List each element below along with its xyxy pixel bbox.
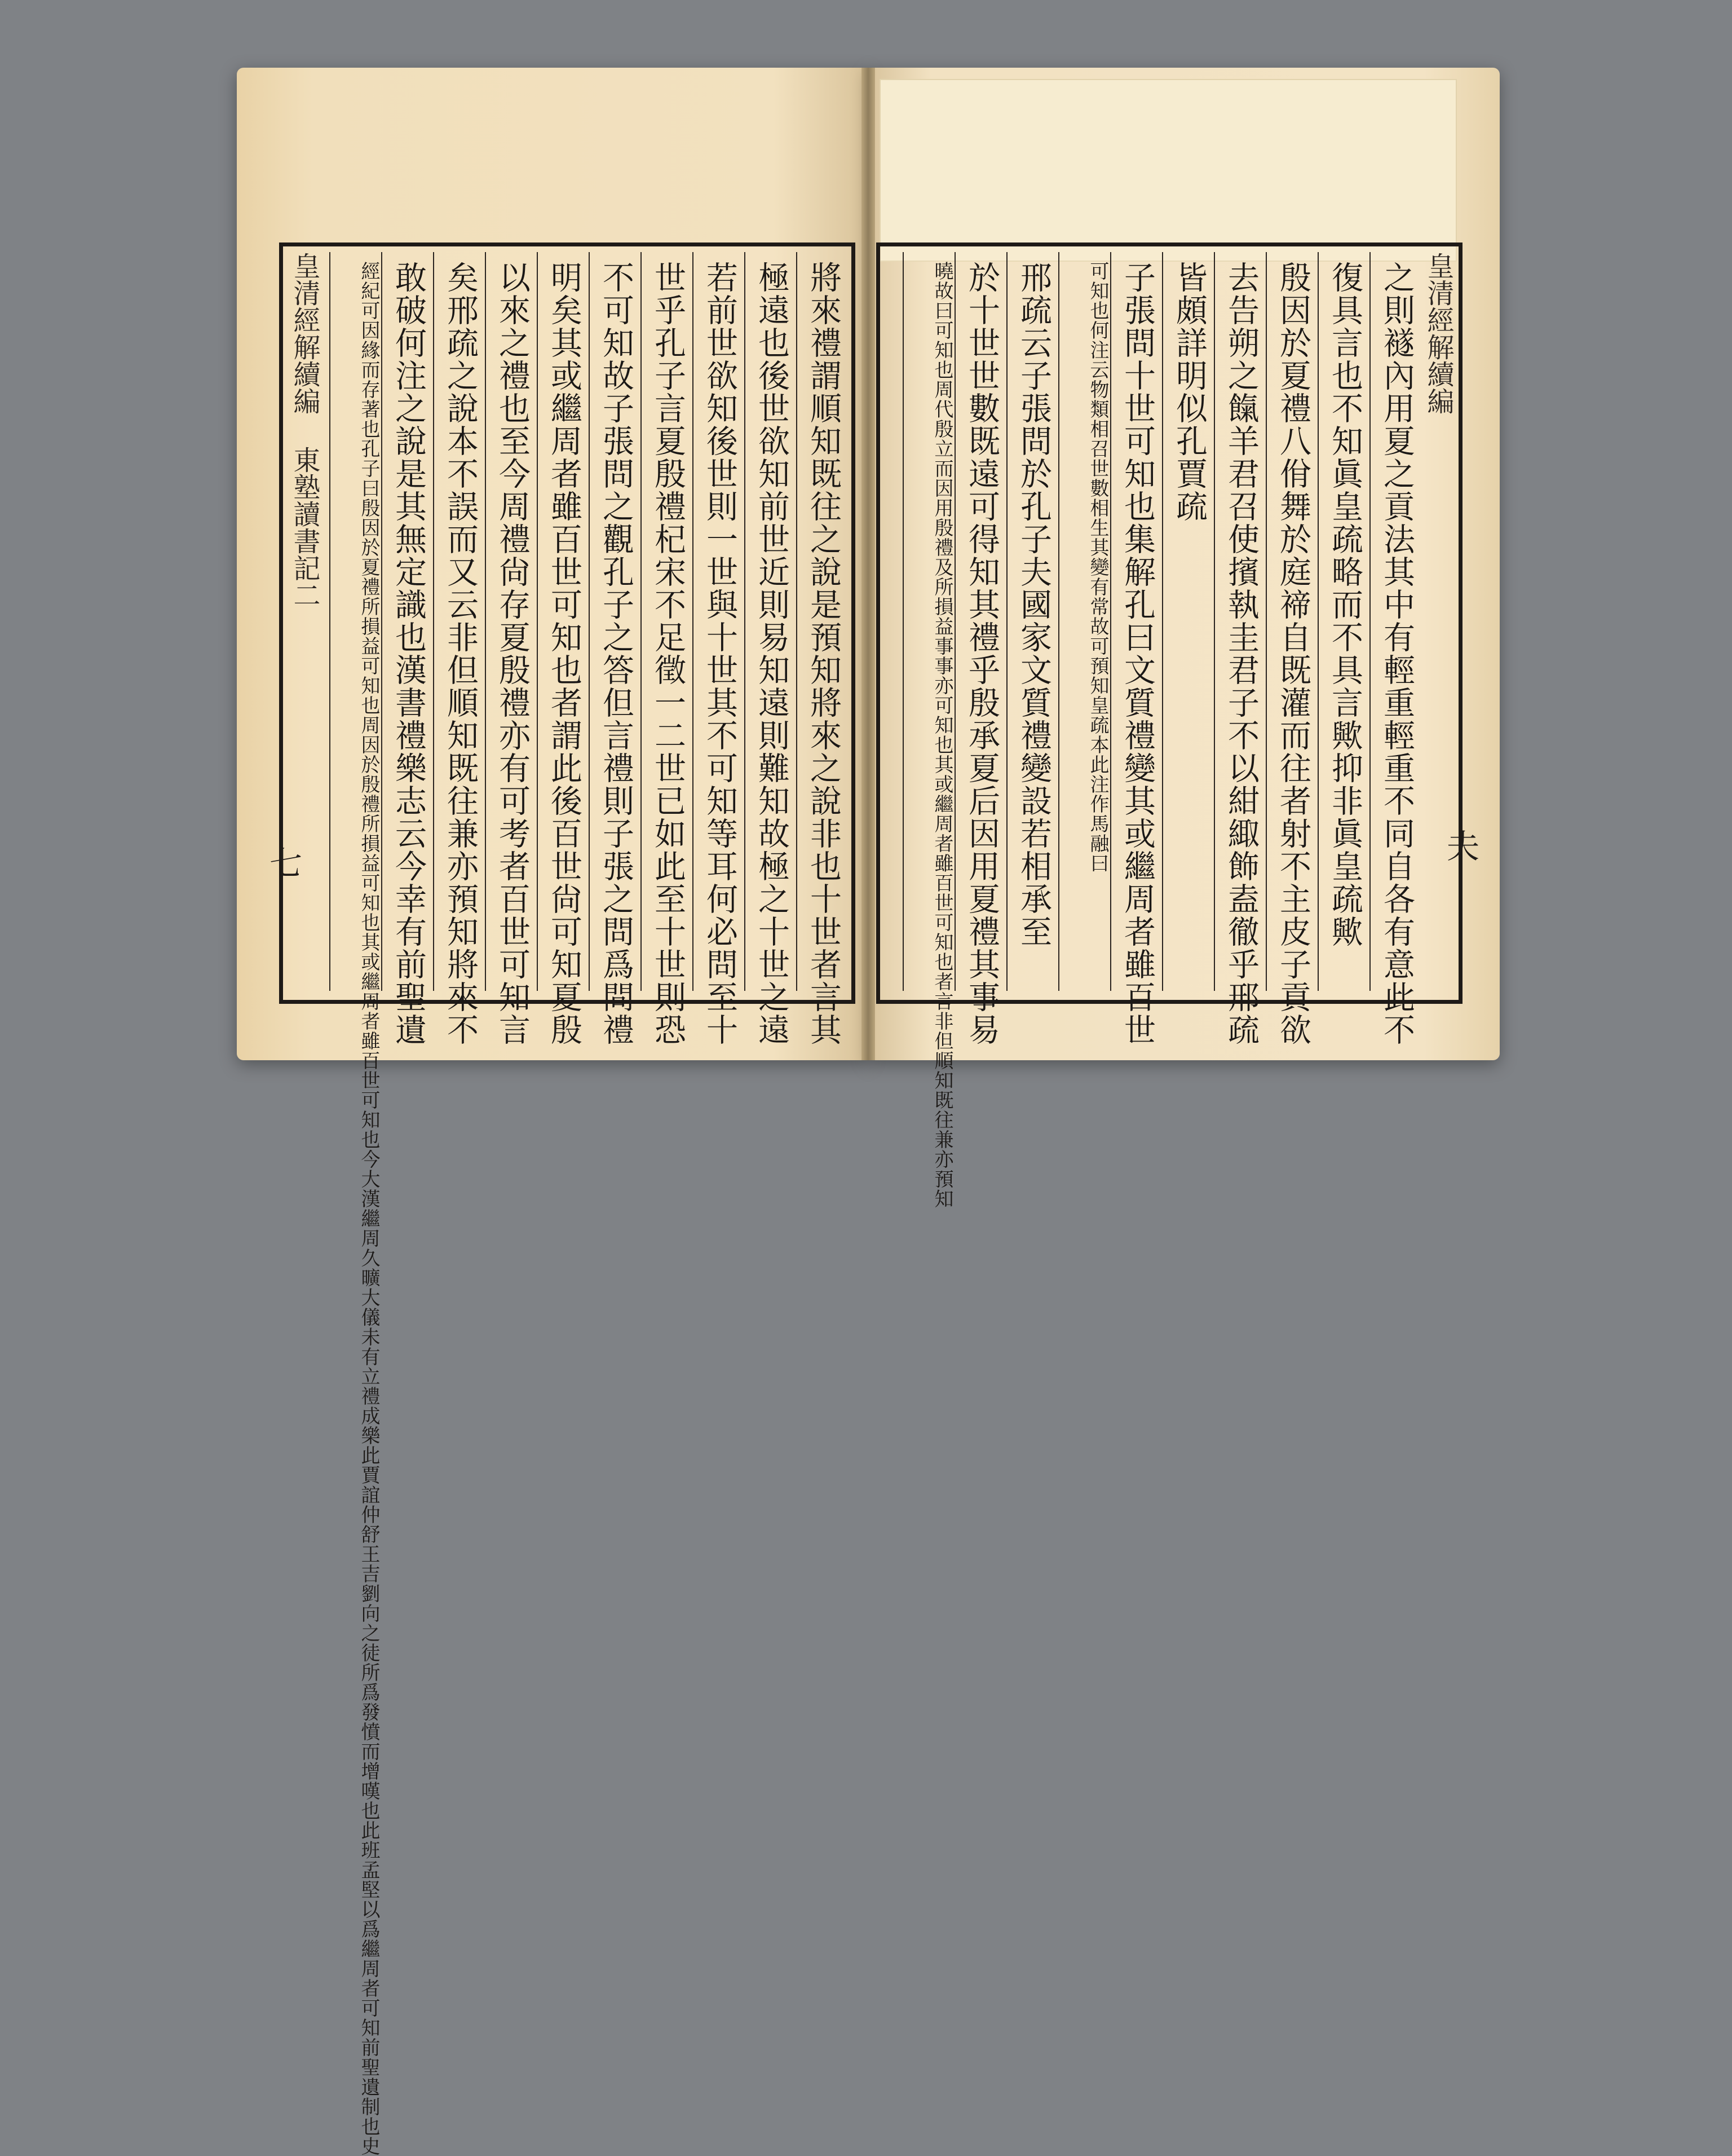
commentary-column: 可知也何注云物類相召世數相生其變有常故可預知皇疏本此注作馬融曰 <box>1058 252 1110 991</box>
left-margin-title: 皇清經解續編 東塾讀書記二 <box>289 252 320 609</box>
right-text-frame <box>876 243 1463 1209</box>
right-folio: 夫 <box>1441 829 1479 862</box>
inserted-paper-slip <box>880 79 1457 262</box>
text-column: 將來禮謂順知既往之說是預知將來之說非也十世者言其 <box>796 252 848 991</box>
text-column: 之則襚內用夏之貢法其中有輕重輕重不同自各有意此不 <box>1369 252 1421 991</box>
commentary-column: 經紀可因緣而存著也孔子曰殷因於夏禮所損益可知也周因於殷禮所損益可知也其或繼周者雖百世可知也今大漢繼周久曠大儀未有立禮成樂此賈誼仲舒王吉劉向之徒所爲發憤而增嘆也此班孟堅以爲繼周者可知前聖遺制也史 <box>329 252 381 991</box>
text-column: 子張問十世可知也集解孔曰文質禮變其或繼周者雖百世 <box>1110 252 1162 991</box>
left-folio: 七 <box>264 846 302 879</box>
text-column: 復具言也不知眞皇疏略而不具言歟抑非眞皇疏歟 <box>1318 252 1369 991</box>
commentary-column: 曉故曰可知也周代殷立而因用殷禮及所損益事事亦可知也其或繼周者雖百世可知也者言非但順知既往兼亦預知 <box>903 252 955 991</box>
text-column: 以來之禮也至今周禮尙存夏殷禮亦有可考者百世可知言 <box>485 252 537 991</box>
text-column: 於十世世數既遠可得知其禮乎殷承夏后因用夏禮其事易 <box>955 252 1006 991</box>
left-text-frame <box>279 243 855 2156</box>
text-column: 不可知故子張問之觀孔子之答但言禮則子張之問爲問禮 <box>589 252 640 991</box>
text-column: 極遠也後世欲知前世近則易知遠則難知故極之十世之遠 <box>744 252 796 991</box>
text-column: 殷因於夏禮八佾舞於庭禘自既灌而往者射不主皮子貢欲 <box>1266 252 1318 991</box>
text-column: 世乎孔子言夏殷禮杞宋不足徵一二世已如此至十世則恐 <box>640 252 692 991</box>
text-column: 矣邢疏之說本不誤而又云非但順知既往兼亦預知將來不 <box>433 252 485 991</box>
text-column: 明矣其或繼周者雖百世可知也者謂此後百世尙可知夏殷 <box>537 252 589 991</box>
right-margin-title: 皇清經解續編 <box>1422 252 1454 415</box>
book-spine <box>861 68 875 1060</box>
text-column: 邢疏云子張問於孔子夫國家文質禮變設若相承至 <box>1006 252 1058 991</box>
text-column: 皆頗詳明似孔賈疏 <box>1162 252 1214 991</box>
text-column: 去告朔之餼羊君召使擯執圭君子不以紺緅飾盍徹乎邢疏 <box>1214 252 1266 991</box>
text-column: 若前世欲知後世則一世與十世其不可知等耳何必問至十 <box>692 252 744 991</box>
text-column: 敢破何注之說是其無定識也漢書禮樂志云今幸有前聖遺 <box>381 252 433 991</box>
